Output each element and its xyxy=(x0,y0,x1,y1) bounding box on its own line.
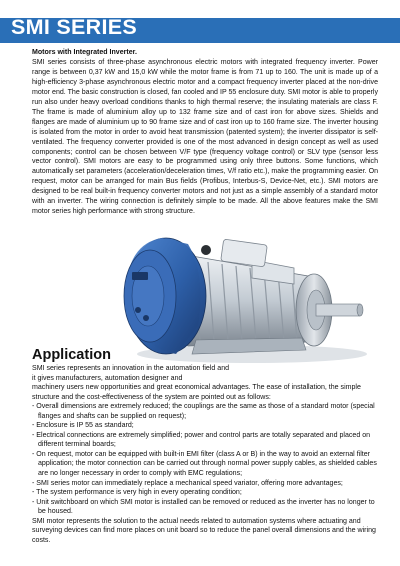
list-item: - Enclosure is IP 55 as standard; xyxy=(32,422,134,430)
page-header xyxy=(0,0,400,43)
page-title: SMI SERIES xyxy=(11,15,138,39)
application-closing: SMI motor represents the solution to the actual needs related to automation systems where actuating and surveying devices can find more places on unit board so to reduce the panel overall dimensions and the wiring costs. xyxy=(32,517,376,544)
section-subtitle: Motors with Integrated Inverter. xyxy=(32,49,137,56)
motor-flange xyxy=(296,274,363,346)
list-item: - Overall dimensions are extremely reduced; the couplings are the same as those of a standard motor (special flanges and shafts can be supplied on request); xyxy=(32,403,375,420)
list-item: - SMI series motor can immediately replace a mechanical speed variator, offering more advantages; xyxy=(32,479,343,487)
motors-section xyxy=(32,48,378,217)
motor-photo xyxy=(102,214,376,366)
section-body: SMI series consists of three-phase asynchronous electric motors with integrated frequency inverter. Power range is between 0,37 kW and 15,0 kW while the motor frame is from 71 up to 160. The unit is made up of a high-efficiency 3-phase asynchronous electric motor and a compact frequency inverter placed at the non-drive motor end. The basic construction is closed, fan cooled and IP 55 enclosure duty. SMI motor is able to properly run also under heavy overload conditions thanks to high thermal reserve; the insulating materials are class F. The frame is made of aluminium alloy up to 132 frame size and of cast iron for above sizes. Shields and flanges are made of aluminium up to 90 frame size and of cast iron up to 160 frame size. The inverter housing is isolated from the motor in order to avoid heat transmission (patented system); the inverter dissipator is self-ventilated. The frequency converter provided is one of the most advanced in design concept as well as used components; control can be chosen between V/F type (frequency voltage control) or SLV type (sensor less vector control). SMI motors are easy to be programmed using only three buttons. Some functions, which automatically set parameters (acceleration/deceleration times, V/f ratio etc.), make the programming easier. On request, motor can be arranged for main Bus fields (Profibus, Interbus-S, Device-Net, etc.). SMI motors are designed to be real built-in frequency converter motors and not just as a simple assembly of a standard motor with an inverter. The wiring connection is definitely simple to be made. All the above features make the SMI motor series high performance with strong structure. xyxy=(32,58,378,216)
application-intro: SMI series represents an innovation in the automation field and it gives manufacturers, automation designer and xyxy=(32,365,230,382)
list-item: - On request, motor can be equipped with built-in EMI filter (class A or B) in the way to avoid an external filter application; the motor connection can be carried out through normal power supply cables, as shielded cables are no longer necessary in order to comply with EMC regulations; xyxy=(32,450,377,478)
advantages-list xyxy=(32,402,378,517)
list-item: - Electrical connections are extremely simplified; power and control parts are totally separated and placed on different terminal boards; xyxy=(32,431,371,449)
inverter-housing xyxy=(124,238,206,354)
list-item: - Unit switchboard on which SMI motor is installed can be removed or reduced as the inverter has no longer to be housed. xyxy=(32,498,375,516)
list-item: - The system performance is very high in every operating condition; xyxy=(32,489,242,497)
application-section xyxy=(32,348,378,545)
application-heading: Application xyxy=(32,347,111,363)
application-intro-cont: machinery users new opportunities and great economical advantages. The ease of installation, the simple structure and the cost-effectiveness of the system are pointed out as follows: xyxy=(32,384,361,401)
